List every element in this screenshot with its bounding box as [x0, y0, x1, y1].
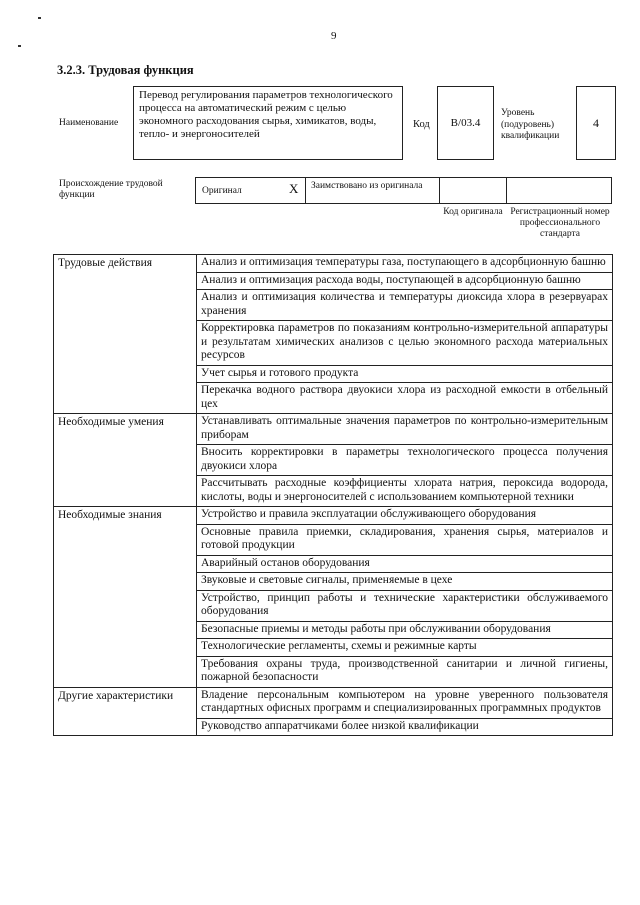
origin-original-label: Оригинал [202, 186, 242, 196]
page-number: 9 [331, 30, 337, 42]
scan-mark [38, 17, 41, 19]
table-row [54, 507, 613, 525]
table-cell: Основные правила приемки, складирования, хранения сырья, материалов и готовой продукции [197, 524, 613, 555]
function-table [53, 254, 613, 736]
origin-borrowed-label: Заимствовано из оригинала [311, 181, 423, 191]
scan-mark [18, 45, 21, 47]
level-label: Уровень (подуровень) квалификации [501, 108, 560, 141]
table-cell: Владение персональным компьютером на уровне уверенного пользователя стандартных офисных программ и специализированных программных продуктов [197, 687, 613, 718]
origin-borrowed-cell [305, 177, 440, 204]
table-cell: Требования охраны труда, производственной санитарии и личной гигиены, пожарной безопасности [197, 656, 613, 687]
origin-code-cell [439, 177, 507, 204]
table-cell: Учет сырья и готового продукта [197, 365, 613, 383]
row-group-heading: Необходимые умения [54, 414, 197, 507]
function-name: Перевод регулирования параметров технологического процесса на автоматический режим с целью экономного расходования сырья, химикатов, воды, тепло- и энергоносителей [133, 86, 403, 160]
origin-mark: X [289, 181, 299, 196]
table-cell: Руководство аппаратчиками более низкой квалификации [197, 718, 613, 736]
table-cell: Вносить корректировки в параметры технологического процесса получения двуокиси хлора [197, 445, 613, 476]
name-label: Наименование [59, 118, 119, 128]
table-cell: Анализ и оптимизация расхода воды, поступающей в адсорбционную башню [197, 272, 613, 290]
table-cell: Корректировка параметров по показаниям контрольно-измерительной аппаратуры и результатам химических анализов с целью экономного расхода материальных ресурсов [197, 321, 613, 366]
table-cell: Анализ и оптимизация количества и температуры диоксида хлора в резервуарах хранения [197, 290, 613, 321]
table-row [54, 687, 613, 718]
table-cell: Безопасные приемы и методы работы при обслуживании оборудования [197, 621, 613, 639]
origin-code-caption: Код оригинала [443, 207, 503, 217]
origin-original-cell [195, 177, 306, 204]
row-group-heading: Трудовые действия [54, 255, 197, 414]
row-group-heading: Необходимые знания [54, 507, 197, 688]
origin-label: Происхождение трудовой функции [59, 179, 163, 200]
row-group-heading: Другие характеристики [54, 687, 197, 736]
code-label: Код [413, 119, 430, 130]
function-code: В/03.4 [437, 86, 494, 160]
origin-reg-cell [506, 177, 612, 204]
table-cell: Анализ и оптимизация температуры газа, поступающего в адсорбционную башню [197, 255, 613, 273]
table-cell: Устанавливать оптимальные значения параметров по контрольно-измерительным приборам [197, 414, 613, 445]
table-row [54, 255, 613, 273]
table-cell: Рассчитывать расходные коэффициенты хлората натрия, пероксида водорода, кислоты, воды и энергоносителей с использованием компьютерной техники [197, 476, 613, 507]
origin-reg-caption: Регистрационный номер профессионального стандарта [510, 207, 610, 239]
table-cell: Устройство, принцип работы и технические характеристики обслуживаемого оборудования [197, 590, 613, 621]
table-cell: Перекачка водного раствора двуокиси хлора из расходной емкости в отбельный цех [197, 383, 613, 414]
qualification-level: 4 [576, 86, 616, 160]
table-cell: Аварийный останов оборудования [197, 555, 613, 573]
table-cell: Звуковые и световые сигналы, применяемые в цехе [197, 573, 613, 591]
section-title: 3.2.3. Трудовая функция [57, 63, 194, 77]
table-cell: Технологические регламенты, схемы и режимные карты [197, 639, 613, 657]
table-cell: Устройство и правила эксплуатации обслуживающего оборудования [197, 507, 613, 525]
table-row [54, 414, 613, 445]
